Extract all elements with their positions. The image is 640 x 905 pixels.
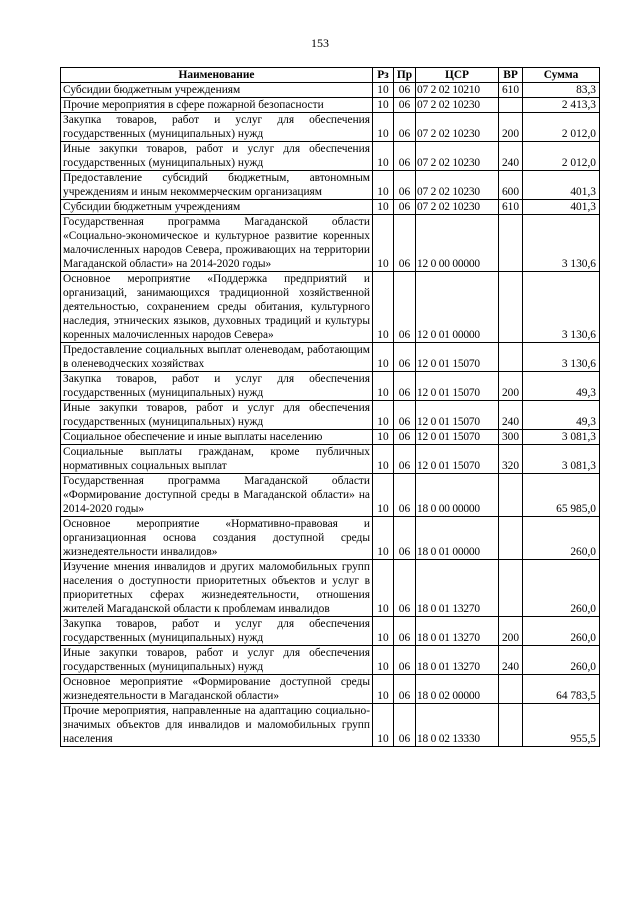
cell-pr: 06 (394, 517, 416, 560)
cell-rz: 10 (373, 617, 394, 646)
cell-pr: 06 (394, 401, 416, 430)
cell-pr: 06 (394, 704, 416, 747)
cell-sum: 2 413,3 (523, 98, 600, 113)
cell-rz: 10 (373, 142, 394, 171)
cell-vr (499, 517, 523, 560)
cell-name: Иные закупки товаров, работ и услуг для обеспечения государственных (муниципальных) нужд (61, 646, 373, 675)
cell-vr (499, 474, 523, 517)
table-row (61, 704, 600, 747)
cell-rz: 10 (373, 98, 394, 113)
cell-vr (499, 704, 523, 747)
cell-csr: 07 2 02 10230 (416, 142, 499, 171)
cell-rz: 10 (373, 401, 394, 430)
cell-sum: 65 985,0 (523, 474, 600, 517)
table-row (61, 372, 600, 401)
cell-vr: 240 (499, 646, 523, 675)
cell-name: Предоставление социальных выплат оленеводам, работающим в оленеводческих хозяйствах (61, 343, 373, 372)
cell-rz: 10 (373, 83, 394, 98)
cell-name: Социальные выплаты гражданам, кроме публичных нормативных социальных выплат (61, 445, 373, 474)
cell-sum: 2 012,0 (523, 113, 600, 142)
cell-sum: 49,3 (523, 401, 600, 430)
cell-rz: 10 (373, 445, 394, 474)
cell-sum: 3 081,3 (523, 445, 600, 474)
cell-vr: 200 (499, 372, 523, 401)
cell-name: Иные закупки товаров, работ и услуг для обеспечения государственных (муниципальных) нужд (61, 401, 373, 430)
cell-csr: 12 0 01 15070 (416, 372, 499, 401)
cell-vr (499, 675, 523, 704)
header-pr: Пр (394, 68, 416, 83)
cell-sum: 3 130,6 (523, 215, 600, 272)
cell-csr: 18 0 00 00000 (416, 474, 499, 517)
cell-pr: 06 (394, 142, 416, 171)
cell-name: Прочие мероприятия в сфере пожарной безопасности (61, 98, 373, 113)
cell-pr: 06 (394, 215, 416, 272)
cell-pr: 06 (394, 474, 416, 517)
cell-pr: 06 (394, 646, 416, 675)
cell-pr: 06 (394, 171, 416, 200)
table-row (61, 517, 600, 560)
cell-sum: 401,3 (523, 200, 600, 215)
cell-csr: 18 0 01 13270 (416, 646, 499, 675)
table-row (61, 430, 600, 445)
budget-table (60, 67, 600, 747)
cell-sum: 83,3 (523, 83, 600, 98)
cell-csr: 07 2 02 10230 (416, 98, 499, 113)
page-number: 153 (311, 36, 329, 50)
cell-rz: 10 (373, 200, 394, 215)
cell-vr: 610 (499, 200, 523, 215)
cell-name: Государственная программа Магаданской области «Формирование доступной среды в Магаданской области» на 2014-2020 годы» (61, 474, 373, 517)
cell-csr: 12 0 01 15070 (416, 430, 499, 445)
cell-name: Изучение мнения инвалидов и других маломобильных групп населения о доступности приоритетных объектов и услуг в приоритетных сферах жизнедеятельности, отношения жителей Магаданской области к проблемам инвалидов (61, 560, 373, 617)
cell-csr: 12 0 01 15070 (416, 445, 499, 474)
cell-csr: 18 0 02 13330 (416, 704, 499, 747)
table-row (61, 560, 600, 617)
cell-sum: 260,0 (523, 646, 600, 675)
table-header-row (61, 68, 600, 83)
header-name: Наименование (61, 68, 373, 83)
table-row (61, 113, 600, 142)
cell-vr: 600 (499, 171, 523, 200)
cell-name: Прочие мероприятия, направленные на адаптацию социально-значимых объектов для инвалидов и маломобильных групп населения (61, 704, 373, 747)
cell-pr: 06 (394, 675, 416, 704)
cell-pr: 06 (394, 617, 416, 646)
table-row (61, 272, 600, 343)
cell-sum: 955,5 (523, 704, 600, 747)
cell-name: Социальное обеспечение и иные выплаты населению (61, 430, 373, 445)
cell-csr: 07 2 02 10230 (416, 113, 499, 142)
cell-pr: 06 (394, 113, 416, 142)
cell-name: Закупка товаров, работ и услуг для обеспечения государственных (муниципальных) нужд (61, 113, 373, 142)
cell-vr: 320 (499, 445, 523, 474)
cell-name: Государственная программа Магаданской области «Социально-экономическое и культурное развитие коренных малочисленных народов Севера, проживающих на территории Магаданской области» на 2014-2020 годы» (61, 215, 373, 272)
header-csr: ЦСР (416, 68, 499, 83)
cell-name: Закупка товаров, работ и услуг для обеспечения государственных (муниципальных) нужд (61, 617, 373, 646)
cell-csr: 07 2 02 10210 (416, 83, 499, 98)
cell-sum: 260,0 (523, 617, 600, 646)
cell-pr: 06 (394, 200, 416, 215)
cell-rz: 10 (373, 215, 394, 272)
cell-vr: 610 (499, 83, 523, 98)
cell-rz: 10 (373, 474, 394, 517)
cell-vr: 200 (499, 617, 523, 646)
cell-pr: 06 (394, 343, 416, 372)
table-row (61, 617, 600, 646)
cell-rz: 10 (373, 704, 394, 747)
cell-name: Субсидии бюджетным учреждениям (61, 200, 373, 215)
cell-name: Предоставление субсидий бюджетным, автономным учреждениям и иным некоммерческим организациям (61, 171, 373, 200)
cell-sum: 401,3 (523, 171, 600, 200)
cell-sum: 2 012,0 (523, 142, 600, 171)
cell-rz: 10 (373, 560, 394, 617)
cell-name: Субсидии бюджетным учреждениям (61, 83, 373, 98)
table-row (61, 474, 600, 517)
cell-rz: 10 (373, 343, 394, 372)
cell-vr: 240 (499, 142, 523, 171)
cell-rz: 10 (373, 171, 394, 200)
cell-csr: 07 2 02 10230 (416, 200, 499, 215)
table-row (61, 142, 600, 171)
cell-vr (499, 215, 523, 272)
table-row (61, 445, 600, 474)
cell-rz: 10 (373, 430, 394, 445)
cell-sum: 3 081,3 (523, 430, 600, 445)
cell-csr: 18 0 02 00000 (416, 675, 499, 704)
table-row (61, 343, 600, 372)
cell-rz: 10 (373, 113, 394, 142)
cell-vr (499, 272, 523, 343)
table-row (61, 401, 600, 430)
cell-csr: 18 0 01 13270 (416, 617, 499, 646)
cell-csr: 12 0 00 00000 (416, 215, 499, 272)
cell-rz: 10 (373, 517, 394, 560)
cell-name: Закупка товаров, работ и услуг для обеспечения государственных (муниципальных) нужд (61, 372, 373, 401)
cell-vr (499, 560, 523, 617)
cell-csr: 12 0 01 15070 (416, 343, 499, 372)
header-vr: ВР (499, 68, 523, 83)
cell-vr (499, 343, 523, 372)
cell-csr: 07 2 02 10230 (416, 171, 499, 200)
cell-vr: 240 (499, 401, 523, 430)
table-row (61, 215, 600, 272)
cell-vr: 300 (499, 430, 523, 445)
cell-sum: 64 783,5 (523, 675, 600, 704)
cell-csr: 18 0 01 00000 (416, 517, 499, 560)
cell-sum: 3 130,6 (523, 272, 600, 343)
table-row (61, 200, 600, 215)
cell-vr: 200 (499, 113, 523, 142)
cell-pr: 06 (394, 430, 416, 445)
cell-name: Иные закупки товаров, работ и услуг для обеспечения государственных (муниципальных) нужд (61, 142, 373, 171)
cell-sum: 260,0 (523, 560, 600, 617)
cell-vr (499, 98, 523, 113)
table-row (61, 98, 600, 113)
cell-sum: 260,0 (523, 517, 600, 560)
cell-name: Основное мероприятие «Поддержка предприятий и организаций, занимающихся традиционной хозяйственной деятельностью, сохранением среды обитания, культурного наследия, этнических языков, духовных традиций и культуры коренных малочисленных народов Севера» (61, 272, 373, 343)
cell-csr: 12 0 01 00000 (416, 272, 499, 343)
cell-rz: 10 (373, 675, 394, 704)
table-row (61, 83, 600, 98)
table-row (61, 171, 600, 200)
cell-sum: 3 130,6 (523, 343, 600, 372)
cell-name: Основное мероприятие «Нормативно-правовая и организационная основа создания доступной среды жизнедеятельности инвалидов» (61, 517, 373, 560)
table-row (61, 646, 600, 675)
cell-rz: 10 (373, 372, 394, 401)
cell-sum: 49,3 (523, 372, 600, 401)
table-row (61, 675, 600, 704)
cell-pr: 06 (394, 445, 416, 474)
header-sum: Сумма (523, 68, 600, 83)
cell-rz: 10 (373, 646, 394, 675)
cell-csr: 12 0 01 15070 (416, 401, 499, 430)
cell-pr: 06 (394, 372, 416, 401)
cell-pr: 06 (394, 272, 416, 343)
cell-name: Основное мероприятие «Формирование доступной среды жизнедеятельности в Магаданской области» (61, 675, 373, 704)
cell-csr: 18 0 01 13270 (416, 560, 499, 617)
header-rz: Рз (373, 68, 394, 83)
cell-pr: 06 (394, 98, 416, 113)
cell-pr: 06 (394, 83, 416, 98)
cell-pr: 06 (394, 560, 416, 617)
cell-rz: 10 (373, 272, 394, 343)
